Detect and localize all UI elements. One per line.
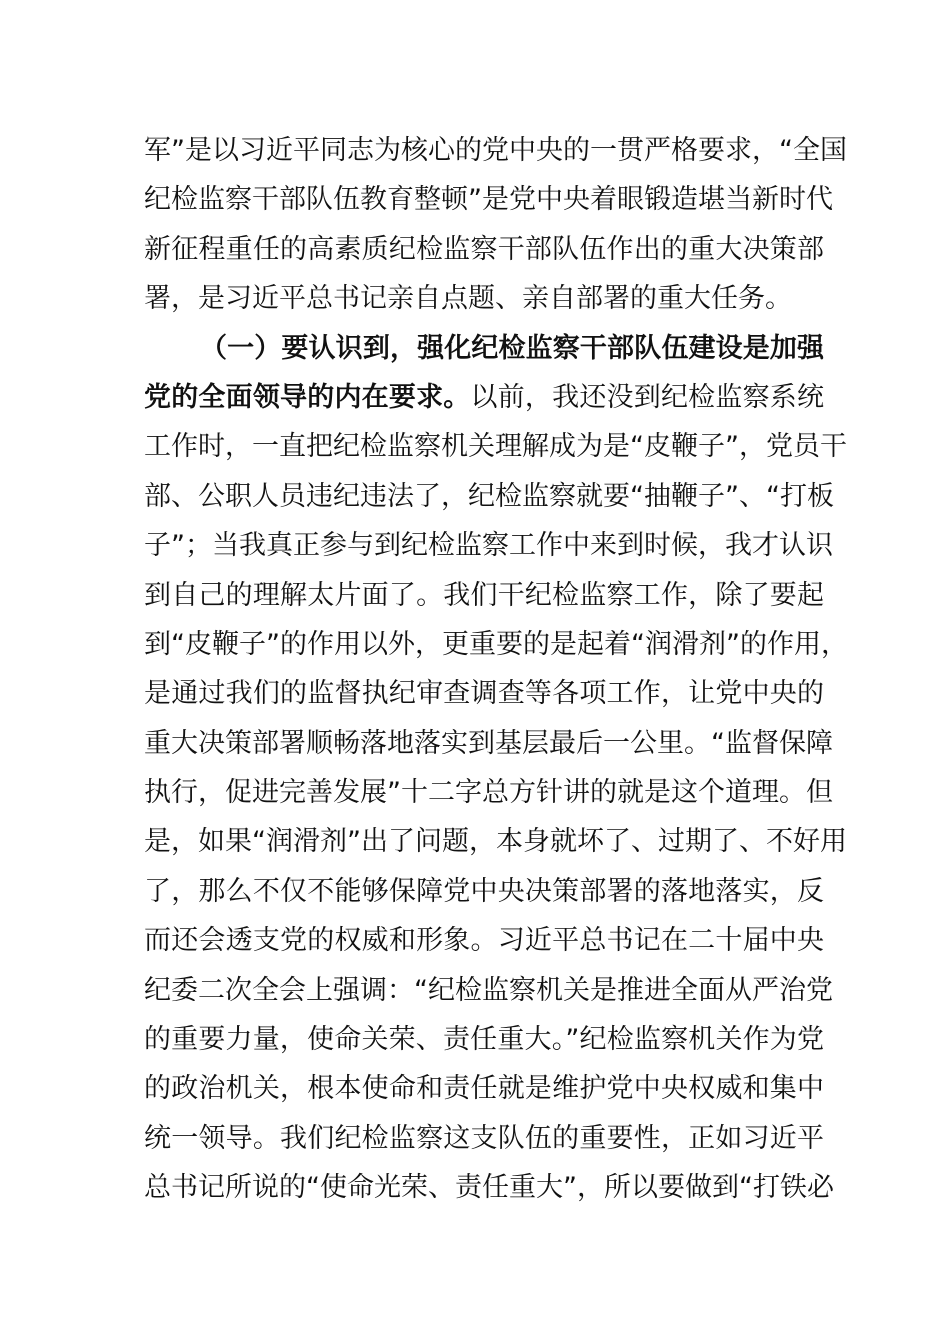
text-line-rest: 以前，我还没到纪检监察系统 — [470, 381, 824, 413]
paragraph-2 — [144, 324, 848, 1213]
text-line: 重大决策部署顺畅落地落实到基层最后一公里。“监督保障 — [144, 727, 833, 759]
paragraph-1 — [144, 126, 847, 324]
text-line: 而还会透支党的权威和形象。习近平总书记在二十届中央 — [144, 925, 824, 957]
text-line: 到“皮鞭子”的作用以外，更重要的是起着“润滑剂”的作用， — [144, 628, 848, 660]
text-line: 纪检监察干部队伍教育整顿”是党中央着眼锻造堪当新时代 — [144, 184, 833, 216]
text-line: 子”；当我真正参与到纪检监察工作中来到时候，我才认识 — [144, 530, 833, 562]
text-line: 是通过我们的监督执纪审查调查等各项工作，让党中央的 — [144, 678, 824, 710]
text-line: 了，那么不仅不能够保障党中央决策部署的落地落实，反 — [144, 875, 824, 907]
text-line: 部、公职人员违纪违法了，纪检监察就要“抽鞭子”、“打板 — [144, 480, 834, 512]
text-line: 的重要力量，使命关荣、责任重大。”纪检监察机关作为党 — [144, 1024, 824, 1056]
text-line-mixed — [144, 373, 824, 422]
text-line: 工作时，一直把纪检监察机关理解成为是“皮鞭子”，党员干 — [144, 431, 847, 463]
text-line: 是，如果“润滑剂”出了问题，本身就坏了、过期了、不好用 — [144, 826, 847, 858]
section-heading-line: （一）要认识到，强化纪检监察干部队伍建设是加强 — [200, 332, 824, 364]
text-line: 军”是以习近平同志为核心的党中央的一贯严格要求，“全国 — [144, 135, 847, 166]
text-line: 统一领导。我们纪检监察这支队伍的重要性，正如习近平 — [144, 1122, 824, 1154]
text-line: 署，是习近平总书记亲自点题、亲自部署的重大任务。 — [144, 283, 792, 315]
text-line: 总书记所说的“使命光荣、责任重大”，所以要做到“打铁必 — [144, 1172, 834, 1204]
document-body — [144, 126, 848, 1213]
text-line: 的政治机关，根本使命和责任就是维护党中央权威和集中 — [144, 1073, 824, 1105]
text-line: 纪委二次全会上强调：“纪检监察机关是推进全面从严治党 — [144, 974, 833, 1006]
text-line: 到自己的理解太片面了。我们干纪检监察工作，除了要起 — [144, 579, 824, 611]
section-heading-end: 党的全面领导的内在要求。 — [144, 381, 471, 413]
text-line: 执行，促进完善发展”十二字总方针讲的就是这个道理。但 — [144, 777, 833, 809]
text-line: 新征程重任的高素质纪检监察干部队伍作出的重大决策部 — [144, 233, 824, 265]
